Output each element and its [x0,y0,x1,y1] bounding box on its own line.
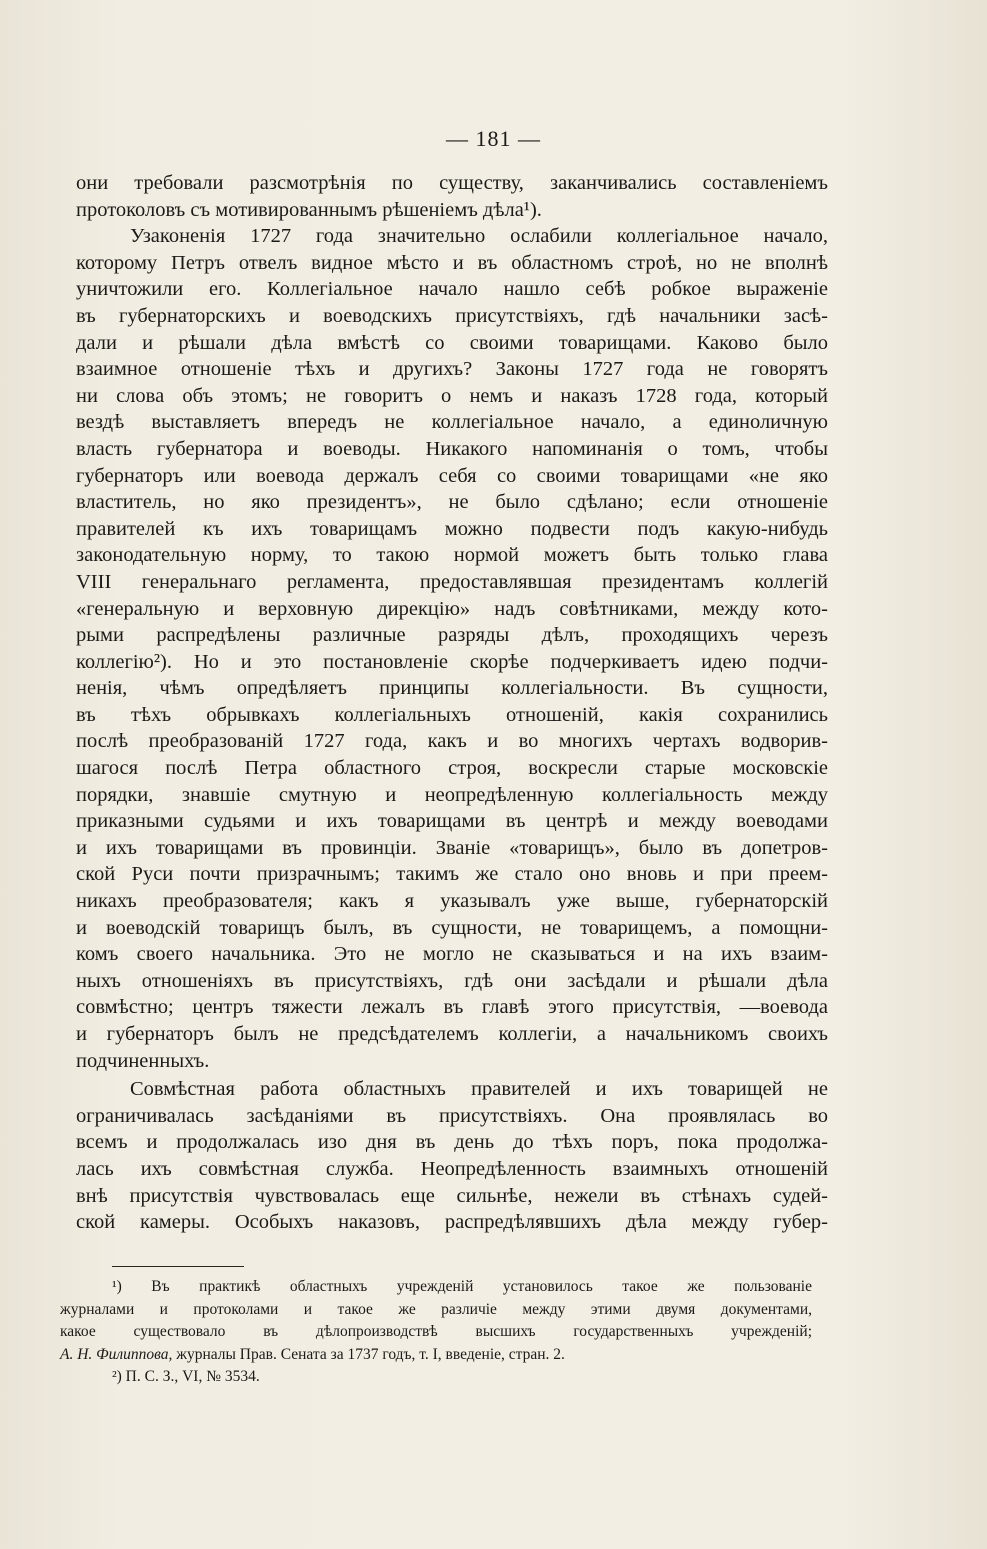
text-line: вездѣ выставляетъ впередъ не коллегіальное начало, а единоличную [76,411,828,434]
text-line: уничтожили его. Коллегіальное начало нашло себѣ робкое выраженіе [76,278,828,301]
text-line: въ тѣхъ обрывкахъ коллегіальныхъ отношеній, какія сохранились [76,703,828,726]
text-line: коллегію²). Но и это постановленіе скорѣе подчеркиваетъ идею подчи- [76,650,828,673]
text-line: лась ихъ совмѣстная служба. Неопредѣленность взаимныхъ отношеній [76,1157,828,1180]
text-line: и воеводскій товарищъ былъ, въ сущности, не товарищемъ, а помощни- [76,916,828,939]
text-line: шагося послѣ Петра областного строя, воскресли старые московскіе [76,757,828,780]
text-line: протоколовъ съ мотивированнымъ рѣшеніемъ дѣла¹). [76,198,542,221]
text-line: «генеральную и верховную дирекцію» надъ совѣтниками, между кото- [76,597,828,620]
text-line: послѣ преобразованій 1727 года, какъ и во многихъ чертахъ водворив- [76,730,828,753]
text-line: ныхъ отношеніяхъ въ присутствіяхъ, гдѣ они засѣдали и рѣшали дѣла [76,969,828,992]
footnotes [60,1276,812,1389]
text-line: ни слова объ этомъ; не говоритъ о немъ и наказъ 1728 года, который [76,384,828,407]
text-line: рыми распредѣлены различные разряды дѣлъ, проходящихъ черезъ [76,624,828,647]
text-line: правителей къ ихъ товарищамъ можно подвести подъ какую-нибудь [76,517,828,540]
text-line: взаимное отношеніе тѣхъ и другихъ? Законы 1727 года не говорятъ [76,358,828,381]
footnote-divider [112,1266,244,1267]
text-line: которому Петръ отвелъ видное мѣсто и въ областномъ строѣ, но не вполнѣ [76,251,828,274]
paragraph-1 [76,170,828,223]
text-line: властитель, но яко президентъ», не было сдѣлано; если отношеніе [76,491,828,514]
text-line: губернаторъ или воевода держалъ себя со своими товарищами «не яко [76,464,828,487]
text-line: дали и рѣшали дѣла вмѣстѣ со своими товарищами. Каково было [76,331,828,354]
text-line: ограничивалась засѣданіями въ присутствіяхъ. Она проявлялась во [76,1104,828,1127]
footnote-line: ²) П. С. З., VI, № 3534. [112,1368,260,1385]
text-line: порядки, знавшіе смутную и неопредѣленную коллегіальность между [76,783,828,806]
footnote-line: какое существовало въ дѣлопроизводствѣ высшихъ государственныхъ учрежденій; [60,1323,812,1340]
paragraph-2 [76,223,828,1074]
text-line: всемъ и продолжалась изо дня въ день до тѣхъ поръ, пока продолжа- [76,1131,828,1154]
text-line: VIII генеральнаго регламента, предоставлявшая президентамъ коллегій [76,570,828,593]
footnote-author: А. Н. Филиппова, [60,1345,173,1363]
paragraph-3 [76,1076,828,1236]
text-line: и губернаторъ былъ не предсѣдателемъ коллегіи, а начальникомъ своихъ [76,1023,828,1045]
page-number: — 181 — [446,126,541,151]
text-line: приказными судьями и ихъ товарищами въ центрѣ и между воеводами [76,810,828,833]
text-line: ской Руси почти призрачнымъ; такимъ же стало оно вновь и при преем- [76,863,828,886]
footnote-line [60,1344,812,1367]
text-line: и ихъ товарищами въ провинціи. Званіе «товарищъ», было въ допетров- [76,836,828,859]
text-line: въ губернаторскихъ и воеводскихъ присутствіяхъ, гдѣ начальники засѣ- [76,304,828,327]
text-line: Узаконенія 1727 года значительно ослабили коллегіальное начало, [130,225,828,248]
footnote-line: журналами и протоколами и такое же различіе между этими двумя документами, [60,1300,812,1318]
text-line: власть губернатора и воеводы. Никакого напоминанія о томъ, чтобы [76,437,828,460]
text-line: законодательную норму, то такою нормой можетъ быть только глава [76,544,828,567]
text-line: ненія, чѣмъ опредѣляетъ принципы коллегіальности. Въ сущности, [76,677,828,700]
footnote-citation: журналы Прав. Сената за 1737 годъ, т. I, введеніе, стран. 2. [172,1345,565,1363]
text-line: они требовали разсмотрѣнія по существу, заканчивались составленіемъ [76,172,828,194]
text-line: ской камеры. Особыхъ наказовъ, распредѣлявшихъ дѣла между губер- [76,1211,828,1234]
text-line: Совмѣстная работа областныхъ правителей и ихъ товарищей не [130,1078,828,1101]
text-line: комъ своего начальника. Это не могло не сказываться и на ихъ взаим- [76,943,828,966]
text-line: подчиненныхъ. [76,1049,210,1072]
text-line: совмѣстно; центръ тяжести лежалъ въ главѣ этого присутствія, —воевода [76,996,828,1019]
footnote-line: ¹) Въ практикѣ областныхъ учрежденій установилось такое же пользованіе [112,1278,812,1295]
text-line: внѣ присутствія чувствовалась еще сильнѣе, нежели въ стѣнахъ судей- [76,1184,828,1207]
text-line: никахъ преобразователя; какъ я указывалъ уже выше, губернаторскій [76,890,828,913]
body-text [76,170,828,1236]
